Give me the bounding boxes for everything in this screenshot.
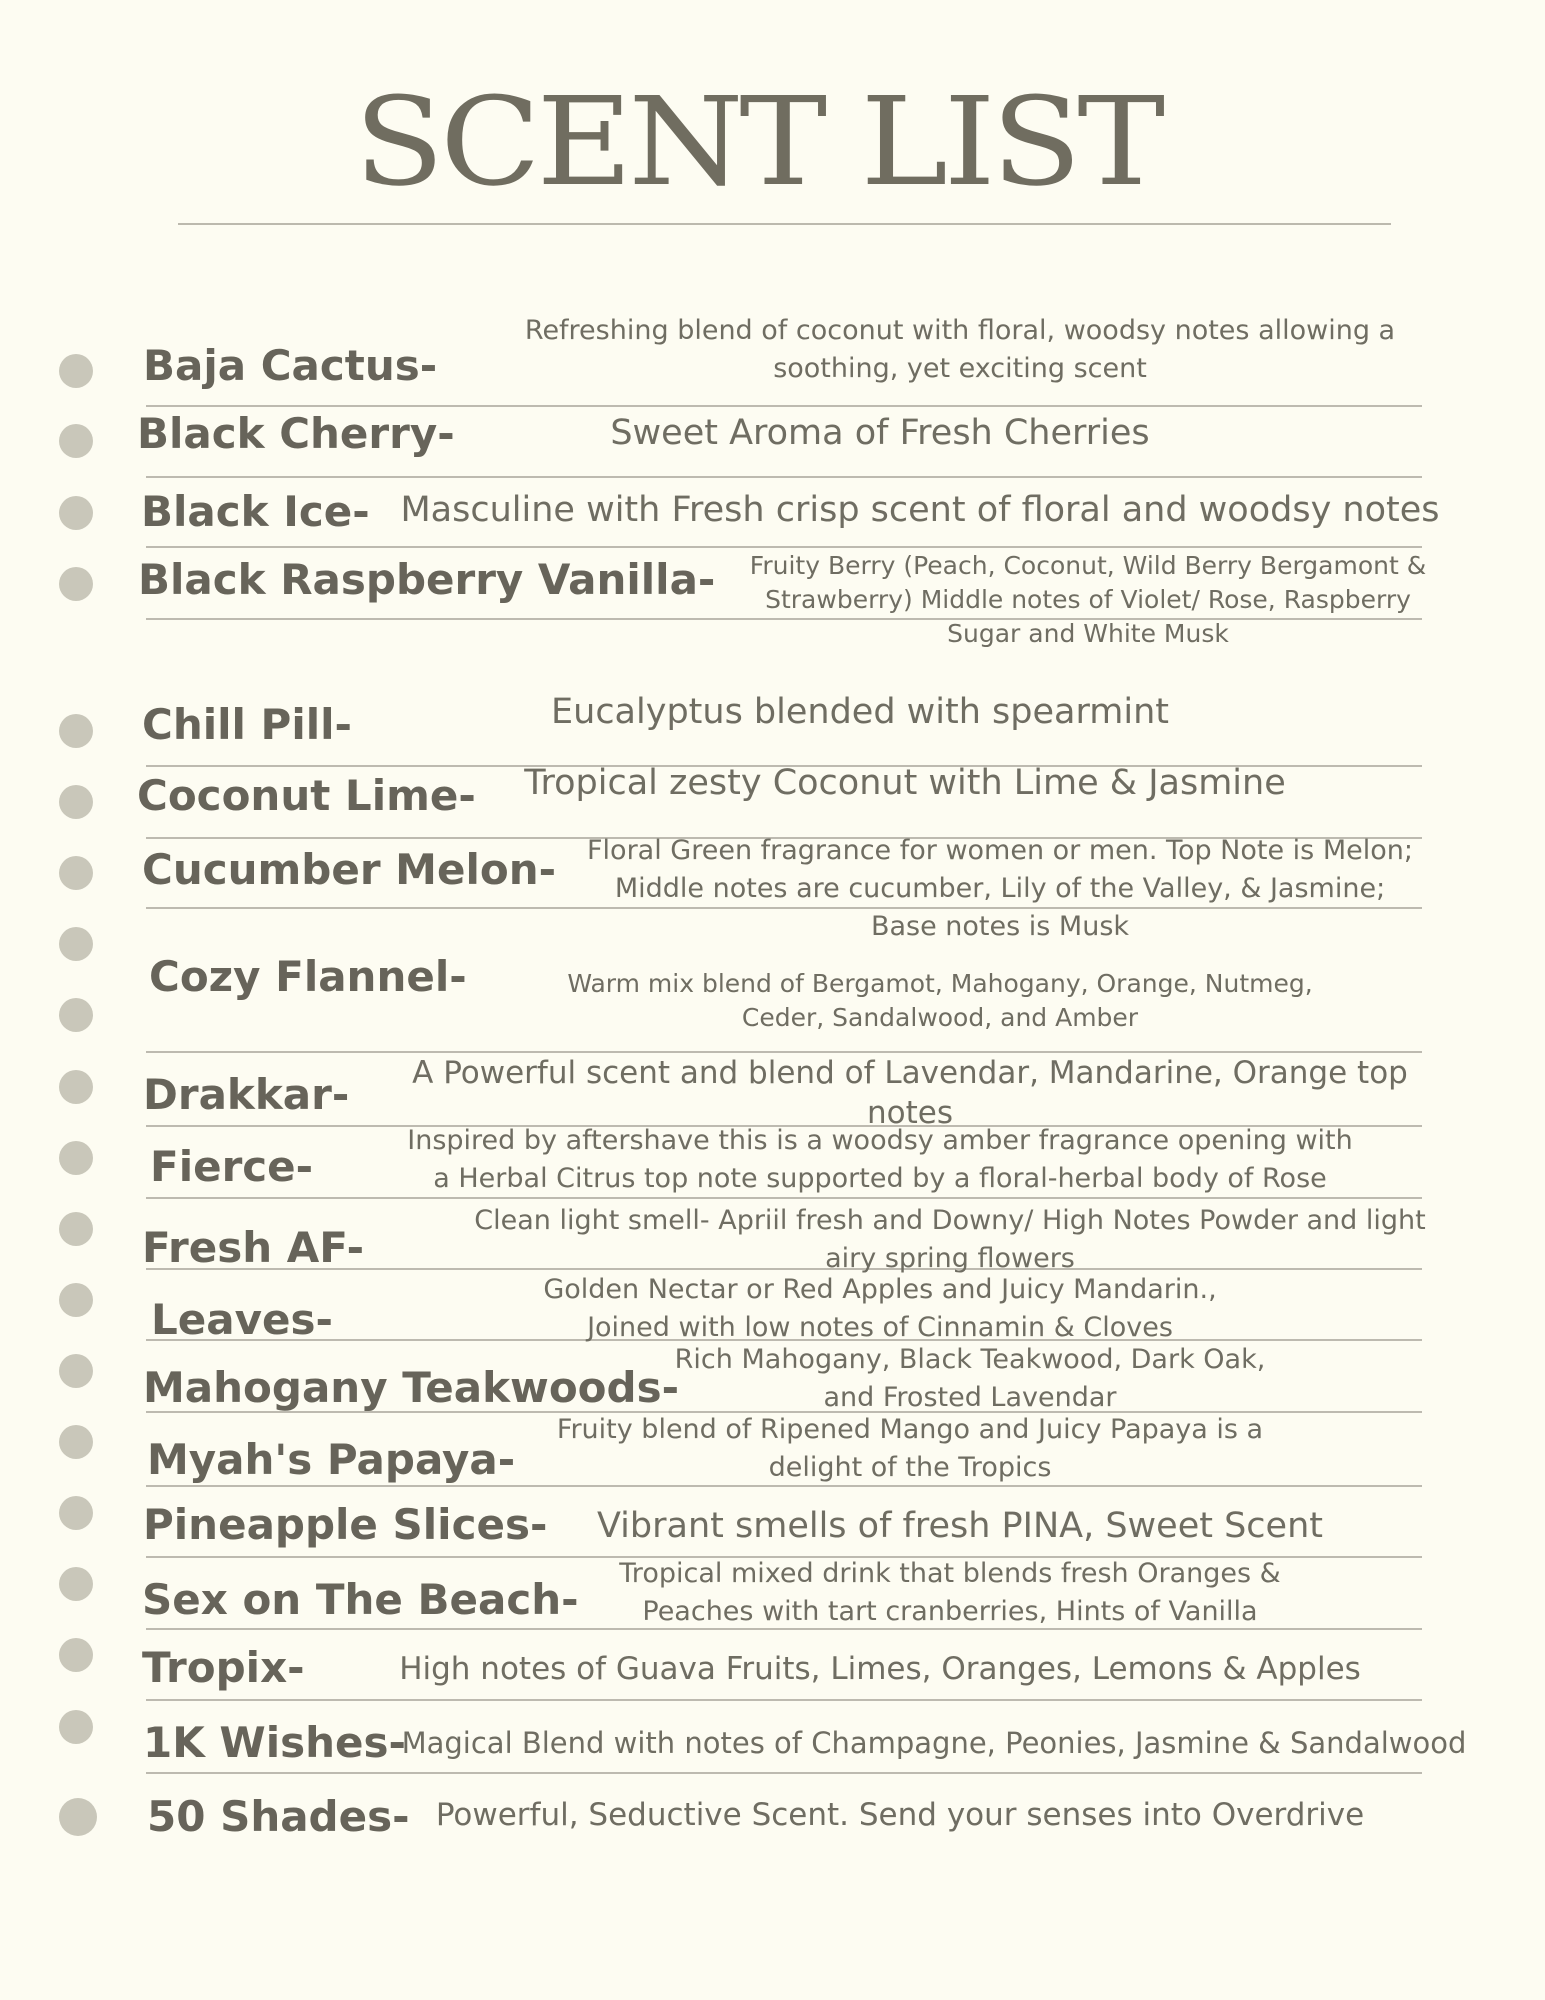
- scent-description: Powerful, Seductive Scent. Send your senses into Overdrive: [435, 1797, 1365, 1833]
- scent-description: Rich Mahogany, Black Teakwood, Dark Oak, and Frosted Lavendar: [674, 1344, 1266, 1413]
- scent-description: Golden Nectar or Red Apples and Juicy Mandarin., Joined with low notes of Cinnamin & Cloves: [543, 1274, 1217, 1343]
- scent-name: Myah's Papaya-: [147, 1435, 516, 1484]
- scent-description: Eucalyptus blended with spearmint: [551, 692, 1169, 732]
- bullet-dot: [59, 998, 93, 1032]
- scent-name: Baja Cactus-: [143, 341, 438, 390]
- scent-description: Clean light smell- Apriil fresh and Downy/ High Notes Powder and light airy spring flowers: [474, 1205, 1426, 1274]
- bullet-dot: [59, 1141, 93, 1175]
- scent-description: Magical Blend with notes of Champagne, Peonies, Jasmine & Sandalwood: [401, 1726, 1467, 1760]
- scent-name: 50 Shades-: [147, 1792, 410, 1841]
- bullet-dot: [59, 1567, 93, 1601]
- row-divider: [146, 476, 1422, 478]
- scent-name: Tropix-: [142, 1643, 305, 1692]
- scent-name: Cucumber Melon-: [142, 845, 557, 894]
- scent-name: Cozy Flannel-: [149, 952, 467, 1001]
- scent-name: Fierce-: [150, 1142, 314, 1191]
- bullet-dot: [59, 1798, 97, 1836]
- scent-name: Coconut Lime-: [137, 771, 476, 820]
- scent-description: Inspired by aftershave this is a woodsy amber fragrance opening with a Herbal Citrus top note supported by a floral-herbal body of Rose: [407, 1125, 1353, 1194]
- bullet-dot: [59, 1710, 93, 1744]
- scent-description: Warm mix blend of Bergamot, Mahogany, Orange, Nutmeg, Ceder, Sandalwood, and Amber: [567, 969, 1313, 1032]
- scent-description: Tropical mixed drink that blends fresh Oranges & Peaches with tart cranberries, Hints of Vanilla: [619, 1558, 1281, 1627]
- bullet-dot: [59, 856, 93, 890]
- scent-name: Sex on The Beach-: [142, 1575, 579, 1624]
- scent-name: Mahogany Teakwoods-: [143, 1363, 680, 1412]
- bullet-dot: [59, 1212, 93, 1246]
- bullet-dot: [59, 1496, 93, 1530]
- title-divider: [178, 223, 1391, 225]
- bullet-dot: [59, 1638, 93, 1672]
- scent-name: Fresh AF-: [142, 1223, 365, 1272]
- scent-description: Tropical zesty Coconut with Lime & Jasmine: [524, 763, 1286, 803]
- scent-name: Leaves-: [151, 1295, 333, 1344]
- bullet-dot: [59, 496, 93, 530]
- row-divider: [146, 546, 1422, 548]
- scent-name: Drakkar-: [143, 1070, 350, 1119]
- bullet-dot: [59, 785, 93, 819]
- scent-name: 1K Wishes-: [143, 1718, 406, 1767]
- scent-name: Black Cherry-: [137, 409, 455, 458]
- scent-description: A Powerful scent and blend of Lavendar, Mandarine, Orange top notes: [412, 1055, 1408, 1131]
- scent-name: Pineapple Slices-: [143, 1500, 548, 1549]
- row-divider: [146, 1772, 1422, 1774]
- bullet-dot: [59, 1283, 93, 1317]
- scent-description: Sweet Aroma of Fresh Cherries: [610, 413, 1150, 453]
- row-divider: [146, 1699, 1422, 1701]
- scent-description: Masculine with Fresh crisp scent of floral and woodsy notes: [400, 490, 1440, 530]
- scent-name: Black Ice-: [141, 487, 370, 536]
- scent-description: High notes of Guava Fruits, Limes, Oranges, Lemons & Apples: [399, 1651, 1361, 1687]
- bullet-dot: [59, 1354, 93, 1388]
- bullet-dot: [59, 1070, 93, 1104]
- bullet-dot: [59, 424, 93, 458]
- page-title: SCENT LIST: [354, 71, 1161, 213]
- scent-description: Refreshing blend of coconut with floral, woodsy notes allowing a soothing, yet exciting scent: [524, 315, 1396, 384]
- scent-name: Chill Pill-: [142, 700, 352, 749]
- scent-description: Vibrant smells of fresh PINA, Sweet Scent: [597, 1506, 1323, 1546]
- bullet-dot: [59, 567, 93, 601]
- scent-description: Fruity blend of Ripened Mango and Juicy Papaya is a delight of the Tropics: [556, 1414, 1264, 1483]
- row-divider: [146, 405, 1422, 407]
- bullet-dot: [59, 714, 93, 748]
- scent-description: Floral Green fragrance for women or men. Top Note is Melon; Middle notes are cucumber, Lily of the Valley, & Jasmine; Base notes is Musk: [587, 835, 1413, 942]
- bullet-dot: [59, 354, 93, 388]
- scent-description: Fruity Berry (Peach, Coconut, Wild Berry Bergamont & Strawberry) Middle notes of Violet/ Rose, Raspberry Sugar and White Musk: [749, 551, 1427, 648]
- scent-name: Black Raspberry Vanilla-: [138, 555, 716, 604]
- bullet-dot: [59, 1425, 93, 1459]
- bullet-dot: [59, 927, 93, 961]
